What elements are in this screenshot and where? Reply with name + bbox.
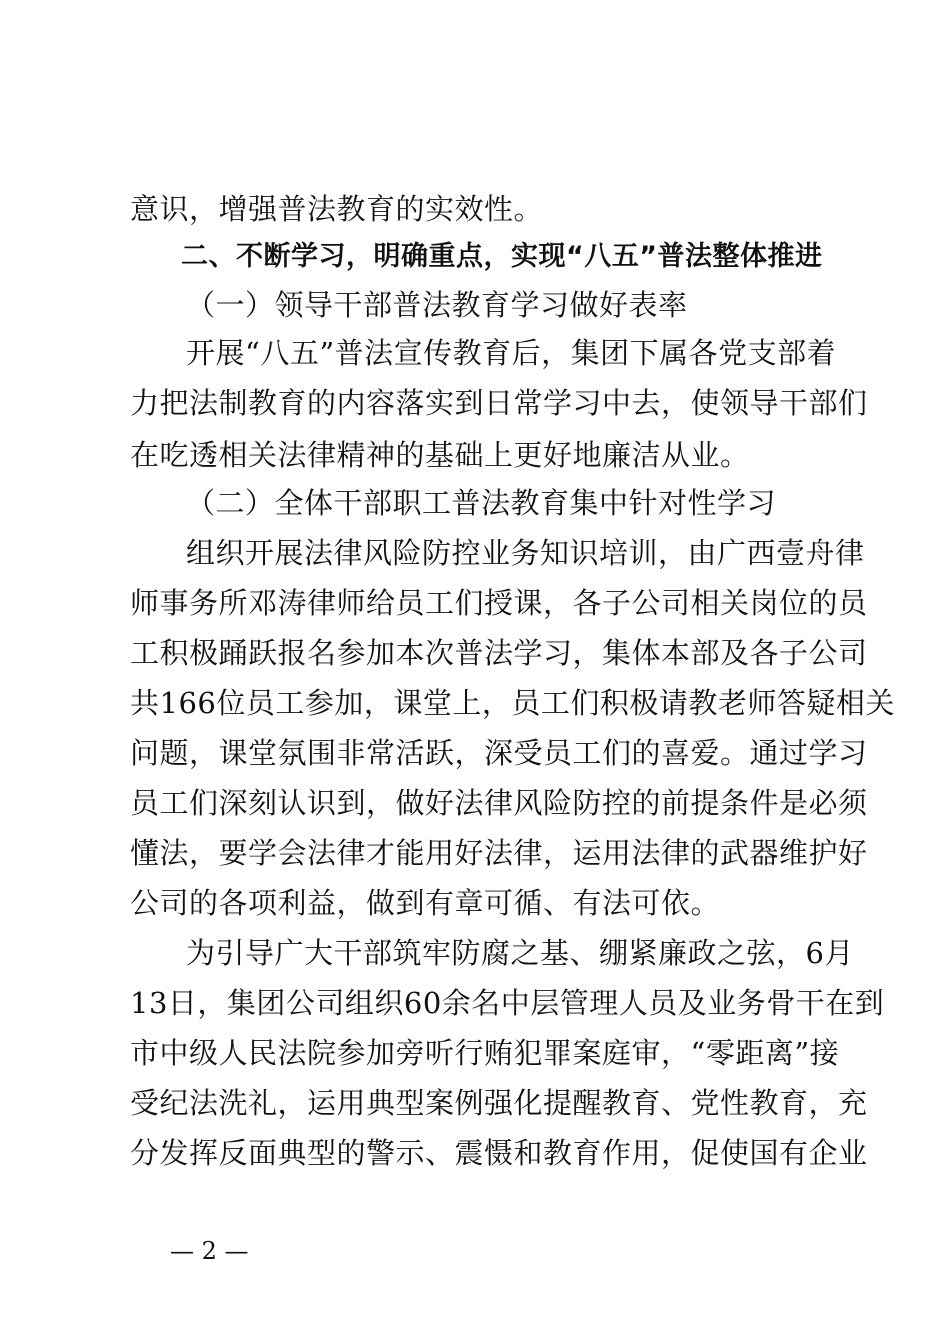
section-heading: 二、不断学习，明确重点，实现“八五”普法整体推进 (181, 241, 823, 272)
paragraph-line: 组织开展法律风险防控业务知识培训，由广西壹舟律 (186, 536, 865, 570)
subsection-heading: （一）领导干部普法教育学习做好表率 (186, 288, 688, 322)
paragraph-line: 懂法，要学会法律才能用好法律，运用法律的武器维护好 (130, 836, 868, 870)
paragraph-line: 为引导广大干部筑牢防腐之基、绷紧廉政之弦，6月 (186, 936, 854, 970)
paragraph-line: 13日，集团公司组织60余名中层管理人员及业务骨干在到 (130, 986, 885, 1020)
paragraph-line: 共166位员工参加，课堂上，员工们积极请教老师答疑相关 (130, 686, 895, 720)
paragraph-line: 问题，课堂氛围非常活跃，深受员工们的喜爱。通过学习 (130, 736, 868, 770)
paragraph-line: 工积极踊跃报名参加本次普法学习，集体本部及各子公司 (130, 636, 868, 670)
paragraph-line: 师事务所邓涛律师给员工们授课，各子公司相关岗位的员 (130, 586, 868, 620)
paragraph-line: 市中级人民法院参加旁听行贿犯罪案庭审，“零距离”接 (130, 1036, 840, 1070)
paragraph-line: 意识，增强普法教育的实效性。 (130, 192, 544, 226)
page-number: — 2 — (170, 1237, 249, 1265)
paragraph-line: 公司的各项利益，做到有章可循、有法可依。 (130, 886, 721, 920)
paragraph-line: 在吃透相关法律精神的基础上更好地廉洁从业。 (130, 438, 750, 472)
paragraph-line: 受纪法洗礼，运用典型案例强化提醒教育、党性教育，充 (130, 1086, 868, 1120)
paragraph-line: 员工们深刻认识到，做好法律风险防控的前提条件是必须 (130, 786, 868, 820)
paragraph-line: 开展“八五”普法宣传教育后，集团下属各党支部着 (186, 336, 837, 370)
paragraph-line: 分发挥反面典型的警示、震慑和教育作用，促使国有企业 (130, 1136, 868, 1170)
paragraph-line: 力把法制教育的内容落实到日常学习中去，使领导干部们 (130, 386, 868, 420)
subsection-heading: （二）全体干部职工普法教育集中针对性学习 (186, 486, 777, 520)
